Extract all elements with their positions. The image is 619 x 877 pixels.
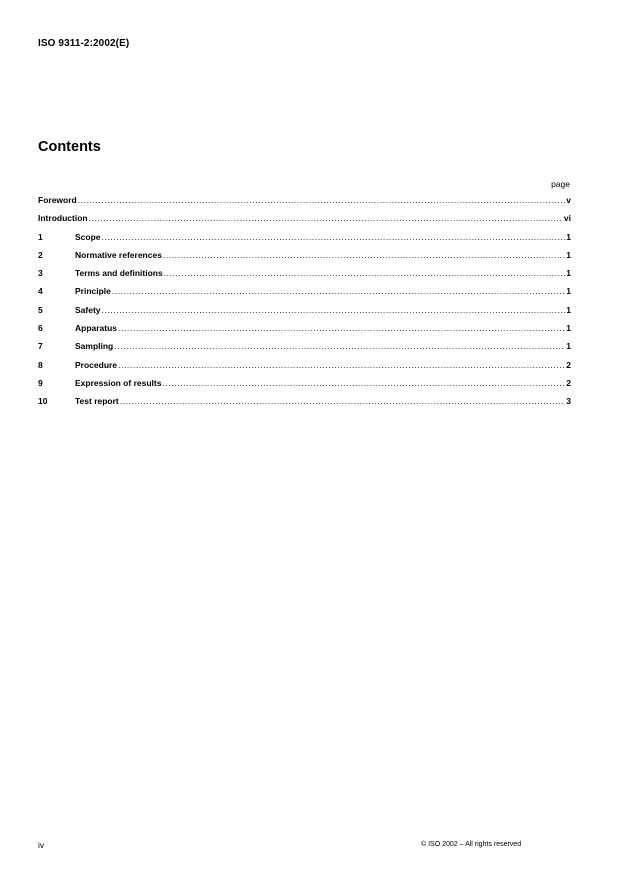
- toc-entry-page: 1: [566, 249, 571, 260]
- toc-entry-procedure[interactable]: [38, 360, 571, 378]
- toc-entry-title: Principle: [75, 286, 111, 297]
- toc-entry-page: 1: [566, 286, 571, 297]
- dot-leader: [120, 396, 565, 406]
- toc-entry-title: Foreword: [38, 195, 77, 205]
- toc-entry-expression-of-results[interactable]: [38, 378, 571, 396]
- toc-entry-number: 10: [38, 396, 48, 407]
- dot-leader: [163, 250, 565, 260]
- toc-entry-title: Apparatus: [75, 323, 118, 334]
- toc-entry-title: Expression of results: [75, 377, 162, 388]
- dot-leader: [164, 268, 566, 278]
- toc-entry-number: 7: [38, 341, 43, 352]
- toc-entry-page: 3: [566, 396, 571, 407]
- toc-entry-page: 1: [566, 231, 571, 242]
- toc-entry-title: Normative references: [75, 249, 162, 260]
- toc-entry-number: 5: [38, 304, 43, 315]
- toc-entry-title: Test report: [75, 396, 119, 407]
- footer-copyright: © ISO 2002 – All rights reserved: [421, 841, 522, 848]
- dot-leader: [112, 286, 565, 296]
- toc-entry-number: 3: [38, 268, 43, 279]
- toc-entry-number: 4: [38, 286, 43, 297]
- toc-entry-page: v: [566, 195, 571, 205]
- toc-entry-page: 1: [566, 341, 571, 352]
- dot-leader: [118, 323, 565, 333]
- toc-entry-page: 1: [566, 268, 571, 279]
- toc-entry-sampling[interactable]: [38, 341, 571, 359]
- dot-leader: [89, 213, 563, 223]
- toc-entry-page: 2: [566, 359, 571, 370]
- table-of-contents: [38, 195, 571, 415]
- dot-leader: [162, 378, 565, 388]
- toc-entry-scope[interactable]: [38, 232, 571, 250]
- toc-entry-number: 2: [38, 249, 43, 260]
- dot-leader: [114, 341, 565, 351]
- toc-entry-number: 6: [38, 323, 43, 334]
- toc-entry-test-report[interactable]: [38, 396, 571, 414]
- dot-leader: [118, 360, 565, 370]
- toc-entry-title: Terms and definitions: [75, 268, 163, 279]
- toc-entry-foreword[interactable]: [38, 195, 571, 213]
- dot-leader: [102, 305, 566, 315]
- toc-entry-principle[interactable]: [38, 286, 571, 304]
- toc-entry-title: Introduction: [38, 213, 88, 224]
- toc-entry-number: 8: [38, 359, 43, 370]
- toc-entry-normative-references[interactable]: [38, 250, 571, 268]
- toc-entry-apparatus[interactable]: [38, 323, 571, 341]
- dot-leader: [78, 195, 566, 205]
- toc-entry-title: Safety: [75, 304, 101, 315]
- toc-entry-safety[interactable]: [38, 305, 571, 323]
- toc-entry-number: 1: [38, 231, 43, 242]
- toc-entry-terms-and-definitions[interactable]: [38, 268, 571, 286]
- toc-entry-number: 9: [38, 377, 43, 388]
- toc-entry-title: Procedure: [75, 359, 118, 370]
- toc-entry-title: Sampling: [75, 341, 114, 352]
- toc-entry-page: 2: [566, 377, 571, 388]
- toc-entry-page: 1: [566, 323, 571, 334]
- toc-entry-title: Scope: [75, 231, 101, 242]
- footer-page-number: iv: [38, 840, 45, 850]
- document-id: ISO 9311-2:2002(E): [38, 38, 130, 49]
- page-column-label: page: [551, 179, 570, 189]
- contents-heading: Contents: [38, 139, 101, 155]
- toc-entry-introduction[interactable]: [38, 213, 571, 231]
- dot-leader: [102, 232, 566, 242]
- toc-entry-page: vi: [563, 213, 571, 224]
- toc-entry-page: 1: [566, 304, 571, 315]
